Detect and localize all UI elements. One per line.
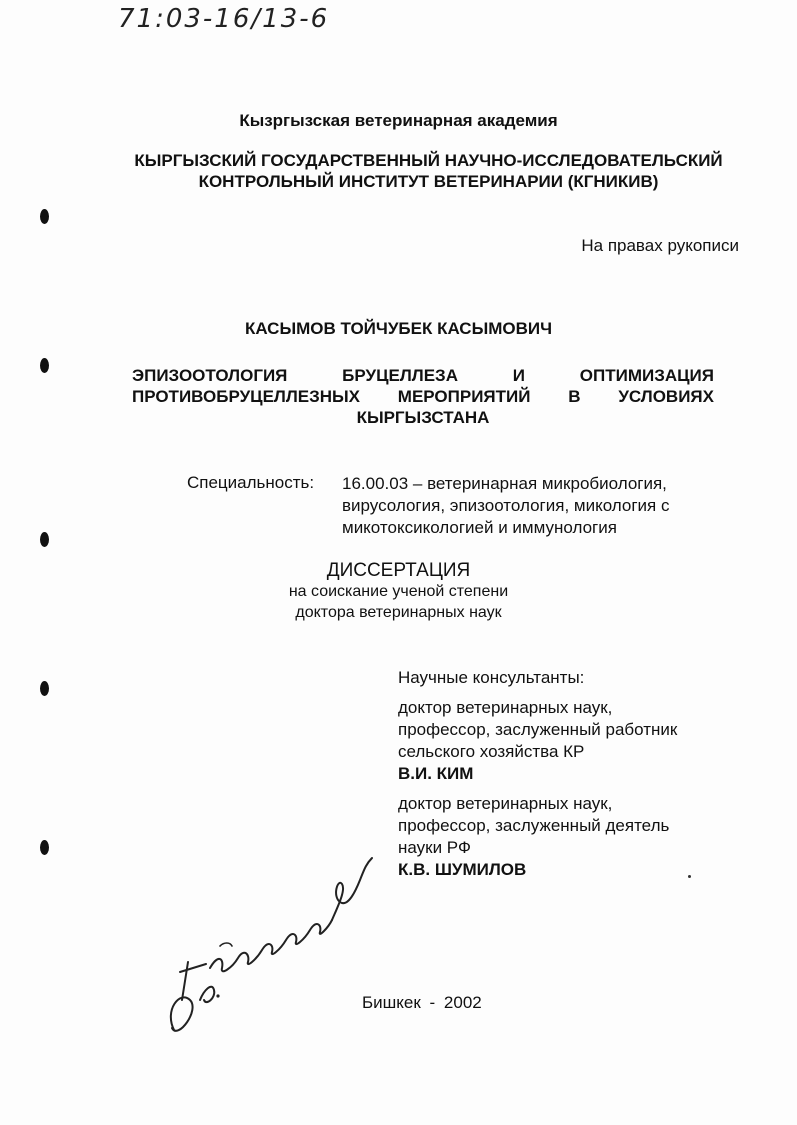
dissertation-heading: ДИССЕРТАЦИЯ (326, 560, 471, 581)
punch-hole (40, 532, 49, 547)
punch-hole (40, 681, 49, 696)
punch-hole (40, 209, 49, 224)
title-line: ЭПИЗООТОЛОГИЯ БРУЦЕЛЛЕЗА И ОПТИМИЗАЦИЯ (132, 366, 714, 385)
scan-speck (688, 875, 691, 878)
consultant-credential: профессор, заслуженный деятель (398, 816, 670, 835)
title-line: ПРОТИВОБРУЦЕЛЛЕЗНЫХ МЕРОПРИЯТИЙ В УСЛОВИЯХ (132, 387, 714, 406)
author-name: КАСЫМОВ ТОЙЧУБЕК КАСЫМОВИЧ (244, 319, 553, 338)
consultant-entry (398, 793, 758, 881)
consultant-credential: профессор, заслуженный работник (398, 720, 678, 739)
handwritten-signature (160, 850, 380, 1050)
consultant-credential: науки РФ (398, 838, 471, 857)
specialty-line: микотоксикологией и иммунология (342, 518, 617, 537)
consultant-name: К.В. ШУМИЛОВ (398, 860, 527, 879)
dissertation-block (0, 560, 797, 623)
consultants-block (398, 667, 758, 881)
dissertation-title (132, 365, 714, 428)
institute-name (60, 150, 797, 192)
punch-hole (40, 358, 49, 373)
title-line: КЫРГЫЗСТАНА (356, 408, 490, 427)
consultant-name: В.И. КИМ (398, 764, 474, 783)
archive-number: 71:03-16/13-6 (118, 4, 330, 34)
specialty-line: 16.00.03 – ветеринарная микробиология, (342, 474, 667, 493)
specialty-line: вирусология, эпизоотология, микология с (342, 496, 670, 515)
consultant-credential: доктор ветеринарных наук, (398, 698, 613, 717)
degree-line: на соискание ученой степени (288, 583, 509, 600)
degree-line: доктора ветеринарных наук (295, 604, 502, 621)
academy-name: Кызргызская ветеринарная академия (239, 111, 558, 130)
rights-note: На правах рукописи (581, 236, 739, 255)
specialty-text (342, 473, 722, 539)
punch-hole (40, 840, 49, 855)
institute-line: КОНТРОЛЬНЫЙ ИНСТИТУТ ВЕТЕРИНАРИИ (КГНИКИВ) (198, 172, 659, 191)
city-year: Бишкек - 2002 (362, 993, 482, 1012)
specialty-label: Специальность: (187, 473, 315, 492)
institute-line: КЫРГЫЗСКИЙ ГОСУДАРСТВЕННЫЙ НАУЧНО-ИССЛЕДОВАТЕЛЬСКИЙ (134, 151, 723, 170)
consultant-credential: доктор ветеринарных наук, (398, 794, 613, 813)
consultant-entry (398, 697, 758, 785)
consultants-heading: Научные консультанты: (398, 668, 585, 687)
consultant-credential: сельского хозяйства КР (398, 742, 585, 761)
